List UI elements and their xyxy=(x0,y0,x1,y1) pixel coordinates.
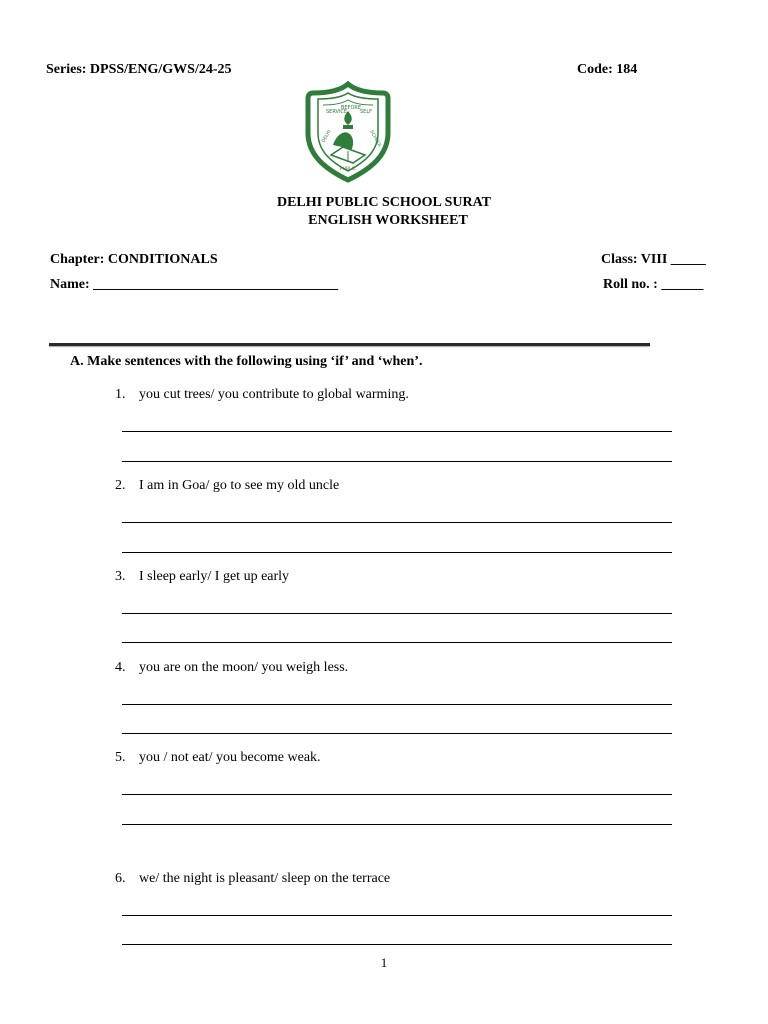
question-item xyxy=(115,660,348,676)
question-text: you / not eat/ you become weak. xyxy=(139,750,321,765)
answer-line[interactable] xyxy=(122,431,672,432)
crest-text-school: SCHOOL xyxy=(368,129,383,149)
crest-motto-service: SERVICE xyxy=(326,109,348,115)
question-text: you cut trees/ you contribute to global warming. xyxy=(139,387,409,402)
question-item xyxy=(115,871,390,887)
answer-line[interactable] xyxy=(122,915,672,916)
question-number: 5. xyxy=(115,750,126,765)
class-label: Class: VIII _____ xyxy=(601,252,706,267)
question-item xyxy=(115,387,409,403)
answer-line[interactable] xyxy=(122,613,672,614)
question-number: 6. xyxy=(115,871,126,886)
crest-text-public: PUBLIC xyxy=(340,167,357,172)
crest-text-delhi: DELHI xyxy=(321,129,333,144)
question-number: 3. xyxy=(115,569,126,584)
crest-motto-before: BEFORE xyxy=(341,105,362,111)
section-divider xyxy=(49,343,650,346)
answer-line[interactable] xyxy=(122,733,672,734)
question-item xyxy=(115,750,321,766)
series-code: Series: DPSS/ENG/GWS/24-25 xyxy=(46,62,232,77)
chapter-label: Chapter: CONDITIONALS xyxy=(50,252,218,267)
question-number: 2. xyxy=(115,478,126,493)
question-item xyxy=(115,569,289,585)
roll-number-field[interactable]: Roll no. : ______ xyxy=(603,277,704,292)
page-number: 1 xyxy=(380,955,388,970)
question-item xyxy=(115,478,339,494)
answer-line[interactable] xyxy=(122,704,672,705)
question-text: I sleep early/ I get up early xyxy=(139,569,290,584)
question-text: you are on the moon/ you weigh less. xyxy=(139,660,349,675)
answer-line[interactable] xyxy=(122,824,672,825)
answer-line[interactable] xyxy=(122,552,672,553)
question-text: I am in Goa/ go to see my old uncle xyxy=(139,478,340,493)
answer-line[interactable] xyxy=(122,522,672,523)
worksheet-title: ENGLISH WORKSHEET xyxy=(308,213,468,228)
school-name: DELHI PUBLIC SCHOOL SURAT xyxy=(276,195,492,210)
paper-code: Code: 184 xyxy=(577,62,638,77)
answer-line[interactable] xyxy=(122,642,672,643)
answer-line[interactable] xyxy=(122,944,672,945)
answer-line[interactable] xyxy=(122,461,672,462)
name-field[interactable]: Name: ___________________________________ xyxy=(50,277,339,292)
section-a-instruction: A. Make sentences with the following using ‘if’ and ‘when’. xyxy=(70,354,423,369)
question-number: 4. xyxy=(115,660,126,675)
question-number: 1. xyxy=(115,387,126,402)
crest-motto-self: SELF xyxy=(360,109,372,115)
school-crest-logo xyxy=(303,81,393,183)
answer-line[interactable] xyxy=(122,794,672,795)
question-text: we/ the night is pleasant/ sleep on the terrace xyxy=(139,871,391,886)
